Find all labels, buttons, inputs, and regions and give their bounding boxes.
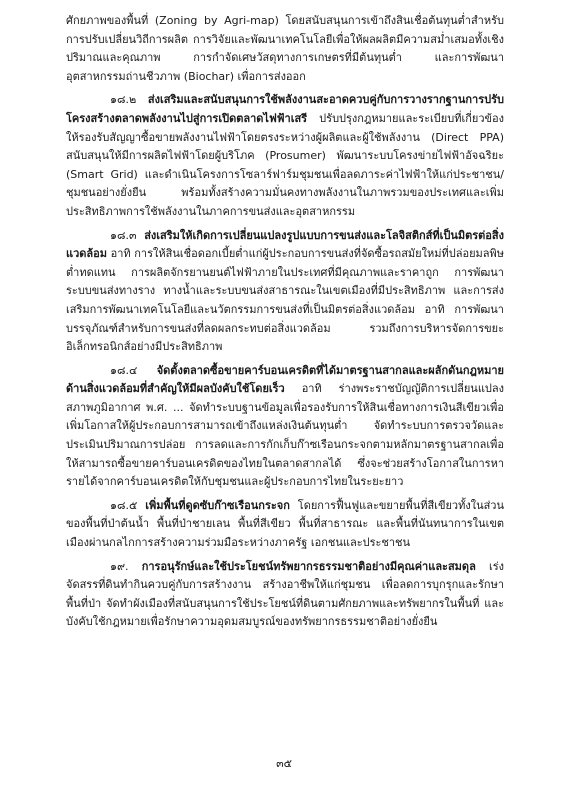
section-heading: การอนุรักษ์และใช้ประโยชน์ทรัพยากรธรรมชาติอย่างมีคุณค่าและสมดุล	[141, 559, 476, 573]
intro-paragraph: ศักยภาพของพื้นที่ (Zoning by Agri-map) โดยสนับสนุนการเข้าถึงสินเชื่อต้นทุนต่ำสำหรับการปรับเปลี่ยนวิถีการผลิต การวิจัยและพัฒนาเทคโนโลยีเพื่อให้ผลผลิตมีความสม่ำเสมอทั้งเชิงปริมาณและคุณภาพ การกำจัดเศษวัสดุทางการเกษตรที่มีต้นทุนต่ำ และการพัฒนาอุตสาหกรรมถ่านชีวภาพ (Biochar) เพื่อการส่งออก	[66, 14, 504, 83]
section-number: ๑๙.	[110, 559, 129, 573]
section-number: ๑๘.๓	[110, 228, 137, 242]
section-heading: จัดตั้งตลาดซื้อขายคาร์บอนเครดิตที่ได้มาตรฐานสากลและผลักดันกฎหมายด้านสิ่งแวดล้อมที่สำคัญให้มีผลบังคับใช้โดยเร็ว	[66, 363, 504, 396]
section-heading: ส่งเสริมและสนับสนุนการใช้พลังงานสะอาดควบคู่กับการวางรากฐานการปรับโครงสร้างตลาดพลังงานไปสู่การเปิดตลาดไฟฟ้าเสรี	[66, 93, 504, 125]
section-number: ๑๘.๕	[110, 498, 138, 512]
section-18-5	[66, 497, 504, 553]
section-18-3	[66, 227, 504, 357]
section-18-4	[66, 362, 504, 492]
section-heading: เพิ่มพื้นที่ดูดซับก๊าซเรือนกระจก	[145, 498, 290, 512]
section-19	[66, 558, 504, 632]
section-body: ปรับปรุงกฎหมายและระเบียบที่เกี่ยวข้องให้รองรับสัญญาซื้อขายพลังงานไฟฟ้าโดยตรงระหว่างผู้ผลิตและผู้ใช้พลังงาน (Direct PPA) สนับสนุนให้มีการผลิตไฟฟ้าโดยผู้บริโภค (Prosumer) พัฒนาระบบโครงข่ายไฟฟ้าอัจฉริยะ (Smart Grid) และดำเนินโครงการโซลาร์ฟาร์มชุมชนเพื่อลดภาระค่าไฟฟ้าให้แก่ประชาชน/ชุมชนอย่างยั่งยืน พร้อมทั้งสร้างความมั่นคงทางพลังงานในภาพรวมของประเทศและเพิ่มประสิทธิภาพการใช้พลังงานในภาคการขนส่งและอุตสาหกรรม	[66, 111, 504, 218]
page-number: ๓๕	[276, 757, 292, 770]
section-number: ๑๘.๒	[110, 93, 137, 107]
section-body: โดยการฟื้นฟูและขยายพื้นที่สีเขียวทั้งในส่วนของพื้นที่ป่าต้นน้ำ พื้นที่ป่าชายเลน พื้นที่สีเขียว พื้นที่สาธารณะ และพื้นที่นันทนาการในเขตเมืองผ่านกลไกการสร้างความร่วมมือระหว่างภาครัฐ เอกชนและประชาชน	[66, 498, 505, 550]
section-18-2	[66, 91, 504, 221]
section-body: อาทิ การให้สินเชื่อดอกเบี้ยต่ำแก่ผู้ประกอบการขนส่งที่จัดซื้อรถสมัยใหม่ที่ปล่อยมลพิษต่ำทดแทน การผลิตจักรยานยนต์ไฟฟ้าภายในประเทศที่มีคุณภาพและราคาถูก การพัฒนาระบบขนส่งทางราง ทางน้ำและระบบขนส่งสาธารณะในเขตเมืองที่มีประสิทธิภาพ และการส่งเสริมการพัฒนาเทคโนโลยีและนวัตกรรมการขนส่งที่เป็นมิตรต่อสิ่งแวดล้อม อาทิ การพัฒนาบรรจุภัณฑ์สำหรับการขนส่งที่ลดผลกระทบต่อสิ่งแวดล้อม รวมถึงการบริหารจัดการขยะอิเล็กทรอนิกส์อย่างมีประสิทธิภาพ	[66, 247, 505, 354]
section-heading: ส่งเสริมให้เกิดการเปลี่ยนแปลงรูปแบบการขนส่งและโลจิสติกส์ที่เป็นมิตรต่อสิ่งแวดล้อม	[66, 228, 504, 261]
section-number: ๑๘.๔	[110, 363, 138, 377]
section-body: เร่งจัดสรรที่ดินทำกินควบคู่กับการสร้างงาน สร้างอาชีพให้แก่ชุมชน เพื่อลดการบุกรุกและรักษาพื้นที่ป่า จัดทำผังเมืองที่สนับสนุนการใช้ประโยชน์ที่ดินตามศักยภาพและทรัพยากรในพื้นที่ และบังคับใช้กฎหมายเพื่อรักษาความอุดมสมบูรณ์ของทรัพยากรธรรมชาติอย่างยั่งยืน	[66, 559, 505, 629]
document-body	[66, 12, 504, 632]
section-body: อาทิ ร่างพระราชบัญญัติการเปลี่ยนแปลงสภาพภูมิอากาศ พ.ศ. ... จัดทำระบบฐานข้อมูลเพื่อรองรับการให้สินเชื่อทางการเงินสีเขียวเพื่อเพิ่มโอกาสให้ผู้ประกอบการสามารถเข้าถึงแหล่งเงินต้นทุนต่ำ จัดทำระบบการตรวจวัดและประเมินปริมาณการปล่อย การลดและการกักเก็บก๊าซเรือนกระจกตามหลักมาตรฐานสากลเพื่อให้สามารถซื้อขายคาร์บอนเครดิตของไทยในตลาดสากลได้ ซึ่งจะช่วยสร้างโอกาสในการหารายได้จากคาร์บอนเครดิตให้กับชุมชนและผู้ประกอบการไทยในระยะยาว	[66, 382, 505, 489]
